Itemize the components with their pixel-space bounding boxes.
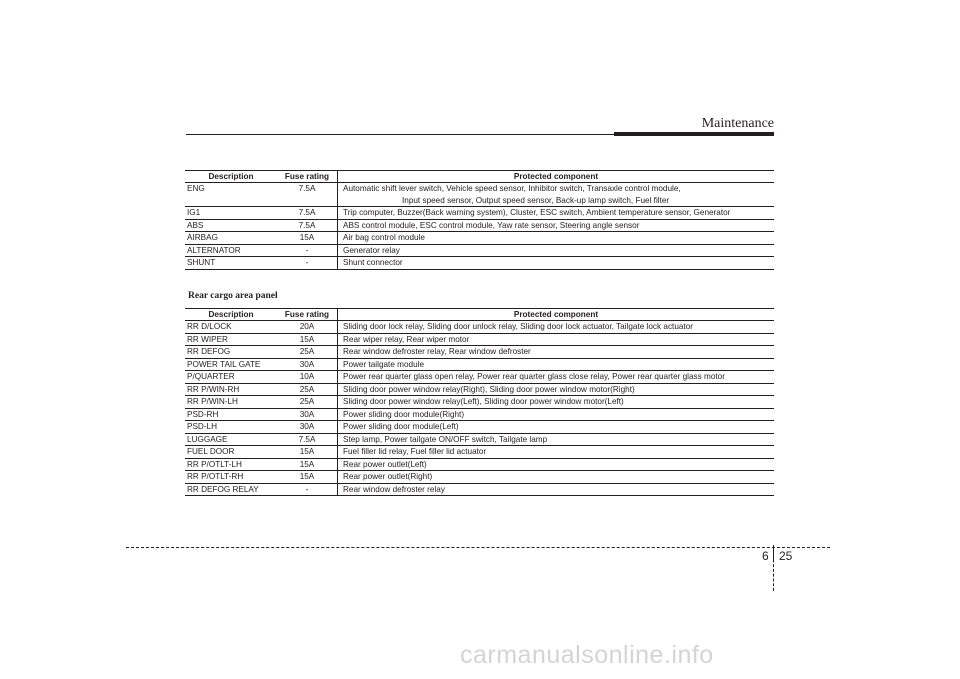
table-row xyxy=(185,396,774,409)
description-cell: RR P/OTLT-LH xyxy=(185,458,277,471)
table-row xyxy=(185,183,774,207)
component-cell: Sliding door power window relay(Right), Sliding door power window motor(Right) xyxy=(338,383,775,396)
table-row xyxy=(185,421,774,434)
component-cell: Rear window defroster relay, Rear window defroster xyxy=(338,346,775,359)
table-header-row xyxy=(185,309,774,321)
description-cell: RR WIPER xyxy=(185,333,277,346)
table-row xyxy=(185,207,774,220)
component-cell: Sliding door power window relay(Left), Sliding door power window motor(Left) xyxy=(338,396,775,409)
component-cell: ABS control module, ESC control module, Yaw rate sensor, Steering angle sensor xyxy=(338,219,775,232)
component-cell: Power sliding door module(Right) xyxy=(338,408,775,421)
component-cell: Shunt connector xyxy=(338,257,775,270)
component-cell: Rear wiper relay, Rear wiper motor xyxy=(338,333,775,346)
component-cell xyxy=(338,183,775,207)
description-cell: RR P/WIN-LH xyxy=(185,396,277,409)
table-row xyxy=(185,471,774,484)
description-cell: ABS xyxy=(185,219,277,232)
table-row xyxy=(185,358,774,371)
fuse-rating-cell: - xyxy=(277,257,338,270)
fuse-rating-cell: 10A xyxy=(277,371,338,384)
component-cell: Sliding door lock relay, Sliding door unlock relay, Sliding door lock actuator, Tailgate lock actuator xyxy=(338,321,775,334)
fuse-rating-cell: 30A xyxy=(277,421,338,434)
column-header-fuse-rating: Fuse rating xyxy=(277,171,338,183)
fuse-rating-cell: 7.5A xyxy=(277,219,338,232)
table-row xyxy=(185,408,774,421)
component-cell: Power rear quarter glass open relay, Power rear quarter glass close relay, Power rear quarter glass motor xyxy=(338,371,775,384)
table-row xyxy=(185,483,774,496)
description-cell: SHUNT xyxy=(185,257,277,270)
table-row xyxy=(185,433,774,446)
component-cell: Step lamp, Power tailgate ON/OFF switch, Tailgate lamp xyxy=(338,433,775,446)
section-title-rear-cargo: Rear cargo area panel xyxy=(188,291,278,301)
component-cell: Power sliding door module(Left) xyxy=(338,421,775,434)
component-cell: Trip computer, Buzzer(Back warning system), Cluster, ESC switch, Ambient temperature sensor, Generator xyxy=(338,207,775,220)
fuse-rating-cell: 25A xyxy=(277,383,338,396)
table-row xyxy=(185,371,774,384)
description-cell: FUEL DOOR xyxy=(185,446,277,459)
table-row xyxy=(185,232,774,245)
description-cell: RR D/LOCK xyxy=(185,321,277,334)
fuse-rating-cell: - xyxy=(277,244,338,257)
fuse-rating-cell: 15A xyxy=(277,471,338,484)
table-header-row xyxy=(185,171,774,183)
description-cell: LUGGAGE xyxy=(185,433,277,446)
table-row xyxy=(185,346,774,359)
page-chapter-number: 6 xyxy=(762,549,769,563)
fuse-rating-cell: 25A xyxy=(277,346,338,359)
fuse-rating-cell: 30A xyxy=(277,358,338,371)
fuse-rating-cell: 25A xyxy=(277,396,338,409)
description-cell: ALTERNATOR xyxy=(185,244,277,257)
header-accent-bar xyxy=(614,132,774,136)
fuse-rating-cell: 15A xyxy=(277,333,338,346)
description-cell: RR DEFOG xyxy=(185,346,277,359)
component-cell: Power tailgate module xyxy=(338,358,775,371)
fuse-rating-cell: 20A xyxy=(277,321,338,334)
table-row xyxy=(185,446,774,459)
component-cell: Rear power outlet(Left) xyxy=(338,458,775,471)
table-row xyxy=(185,244,774,257)
description-cell: RR P/OTLT-RH xyxy=(185,471,277,484)
fuse-table-engine xyxy=(185,170,774,270)
header-rule xyxy=(186,134,614,135)
fuse-rating-cell: 30A xyxy=(277,408,338,421)
fuse-rating-cell: - xyxy=(277,483,338,496)
description-cell: POWER TAIL GATE xyxy=(185,358,277,371)
description-cell: P/QUARTER xyxy=(185,371,277,384)
column-header-description: Description xyxy=(185,309,277,321)
component-cell: Fuel filler lid relay, Fuel filler lid actuator xyxy=(338,446,775,459)
component-line-1: Automatic shift lever switch, Vehicle speed sensor, Inhibitor switch, Transaxle control module, xyxy=(343,184,681,193)
fuse-table-rear-cargo xyxy=(185,308,774,496)
fuse-rating-cell: 15A xyxy=(277,458,338,471)
description-cell: ENG xyxy=(185,183,277,207)
page-number-separator xyxy=(773,548,774,562)
page-number: 25 xyxy=(779,549,793,563)
component-line-2: Input speed sensor, Output speed sensor, Back-up lamp switch, Fuel filter xyxy=(402,195,670,205)
column-header-protected-component: Protected component xyxy=(338,171,775,183)
footer-dashed-rule xyxy=(126,547,830,548)
fuse-rating-cell: 7.5A xyxy=(277,183,338,207)
description-cell: RR P/WIN-RH xyxy=(185,383,277,396)
component-cell: Rear window defroster relay xyxy=(338,483,775,496)
column-header-description: Description xyxy=(185,171,277,183)
component-cell: Generator relay xyxy=(338,244,775,257)
component-cell: Air bag control module xyxy=(338,232,775,245)
table-row xyxy=(185,219,774,232)
description-cell: PSD-LH xyxy=(185,421,277,434)
description-cell: RR DEFOG RELAY xyxy=(185,483,277,496)
page-header-title: Maintenance xyxy=(701,116,774,131)
table-row xyxy=(185,321,774,334)
fuse-rating-cell: 7.5A xyxy=(277,433,338,446)
description-cell: AIRBAG xyxy=(185,232,277,245)
table-row xyxy=(185,333,774,346)
fuse-rating-cell: 15A xyxy=(277,446,338,459)
table-row xyxy=(185,458,774,471)
description-cell: PSD-RH xyxy=(185,408,277,421)
watermark-text: carmanualsonline.info xyxy=(460,641,714,669)
fuse-rating-cell: 7.5A xyxy=(277,207,338,220)
table-row xyxy=(185,257,774,270)
description-cell: IG1 xyxy=(185,207,277,220)
column-header-protected-component: Protected component xyxy=(338,309,775,321)
column-header-fuse-rating: Fuse rating xyxy=(277,309,338,321)
fuse-rating-cell: 15A xyxy=(277,232,338,245)
table-row xyxy=(185,383,774,396)
component-cell: Rear power outlet(Right) xyxy=(338,471,775,484)
